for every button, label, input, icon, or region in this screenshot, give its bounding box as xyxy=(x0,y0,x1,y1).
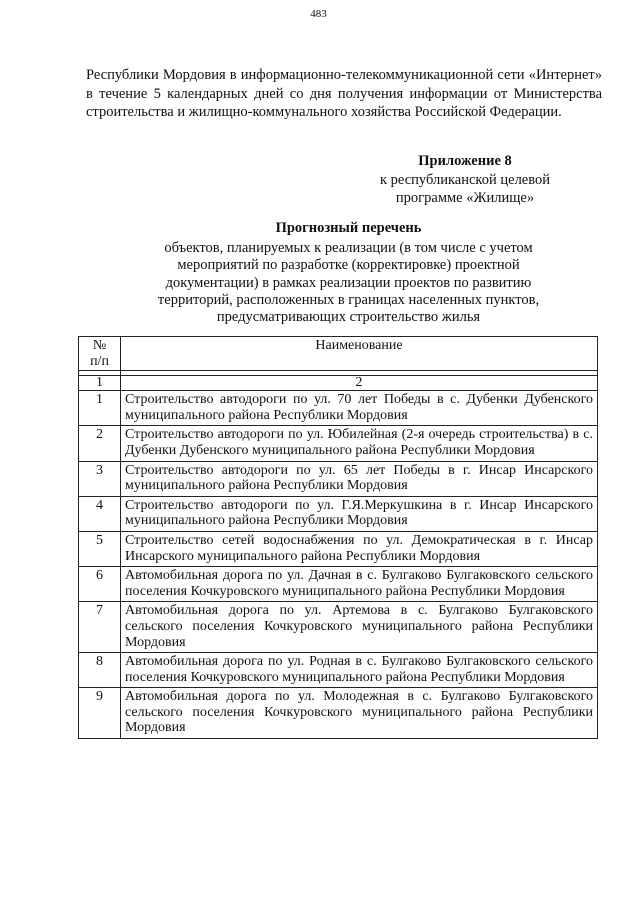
table-header-row xyxy=(79,337,598,371)
row-number: 1 xyxy=(79,391,121,426)
table-row xyxy=(79,688,598,739)
row-name: Строительство автодороги по ул. Г.Я.Меркушкина в г. Инсар Инсарского муниципального района Республики Мордовия xyxy=(121,496,598,531)
row-name: Автомобильная дорога по ул. Родная в с. Булгаково Булгаковского сельского поселения Кочкуровского муниципального района Республики Мордовия xyxy=(121,653,598,688)
list-subtitle-line-1: объектов, планируемых к реализации (в том числе с учетом xyxy=(164,240,533,257)
row-name: Строительство автодороги по ул. 70 лет Победы в с. Дубенки Дубенского муниципального района Республики Мордовия xyxy=(121,391,598,426)
row-name: Строительство автодороги по ул. 65 лет Победы в г. Инсар Инсарского муниципального района Республики Мордовия xyxy=(121,461,598,496)
row-name: Строительство сетей водоснабжения по ул. Демократическая в г. Инсар Инсарского муниципального района Республики Мордовия xyxy=(121,531,598,566)
objects-table xyxy=(78,336,598,739)
appendix-line-1: к республиканской целевой xyxy=(379,171,550,188)
appendix-header xyxy=(340,152,590,208)
row-number: 7 xyxy=(79,602,121,653)
header-name-cell: Наименование xyxy=(121,337,598,371)
column-number-row xyxy=(79,376,598,391)
row-name: Автомобильная дорога по ул. Молодежная в с. Булгаково Булгаковского сельского поселения Кочкуровского муниципального района Республики Мордовия xyxy=(121,688,598,739)
table-row xyxy=(79,653,598,688)
appendix-line-2: программе «Жилище» xyxy=(395,190,535,206)
table-row xyxy=(79,567,598,602)
intro-paragraph xyxy=(86,66,602,122)
row-number: 4 xyxy=(79,496,121,531)
header-num-cell xyxy=(79,337,121,371)
table-row xyxy=(79,496,598,531)
appendix-title: Приложение 8 xyxy=(418,153,512,169)
page-number: 483 xyxy=(310,8,327,20)
table-row xyxy=(79,531,598,566)
row-name: Строительство автодороги по ул. Юбилейная (2-я очередь строительства) в с. Дубенки Дубенского муниципального района Республики Мордовия xyxy=(121,426,598,461)
row-number: 5 xyxy=(79,531,121,566)
row-number: 3 xyxy=(79,461,121,496)
header-num-abbr: п/п xyxy=(90,353,109,369)
header-num-symbol: № xyxy=(92,338,107,353)
row-name: Автомобильная дорога по ул. Артемова в с. Булгаково Булгаковского сельского поселения Кочкуровского муниципального района Республики Мордовия xyxy=(121,602,598,653)
row-number: 9 xyxy=(79,688,121,739)
row-name: Автомобильная дорога по ул. Дачная в с. Булгаково Булгаковского сельского поселения Кочкуровского муниципального района Республики Мордовия xyxy=(121,567,598,602)
row-number: 6 xyxy=(79,567,121,602)
table-row xyxy=(79,602,598,653)
list-title xyxy=(96,220,601,326)
table-row xyxy=(79,461,598,496)
intro-text: Республики Мордовия в информационно-телекоммуникационной сети «Интернет» в течение 5 календарных дней со дня получения информации от Министерства строительства и жилищно-коммунального хозяйства Российской Федерации. xyxy=(86,67,602,120)
list-heading: Прогнозный перечень xyxy=(275,220,422,236)
list-subtitle-line-3: документации) в рамках реализации проектов по развитию xyxy=(165,274,532,291)
row-number: 2 xyxy=(79,426,121,461)
row-number: 8 xyxy=(79,653,121,688)
list-subtitle-line-5: предусматривающих строительство жилья xyxy=(216,309,481,326)
column-number-1: 1 xyxy=(79,376,121,391)
list-subtitle-line-4: территорий, расположенных в границах населенных пунктов, xyxy=(157,291,540,308)
list-subtitle-line-2: мероприятий по разработке (корректировке) проектной xyxy=(177,257,520,274)
column-number-2: 2 xyxy=(121,376,598,391)
table-row xyxy=(79,426,598,461)
table-row xyxy=(79,391,598,426)
